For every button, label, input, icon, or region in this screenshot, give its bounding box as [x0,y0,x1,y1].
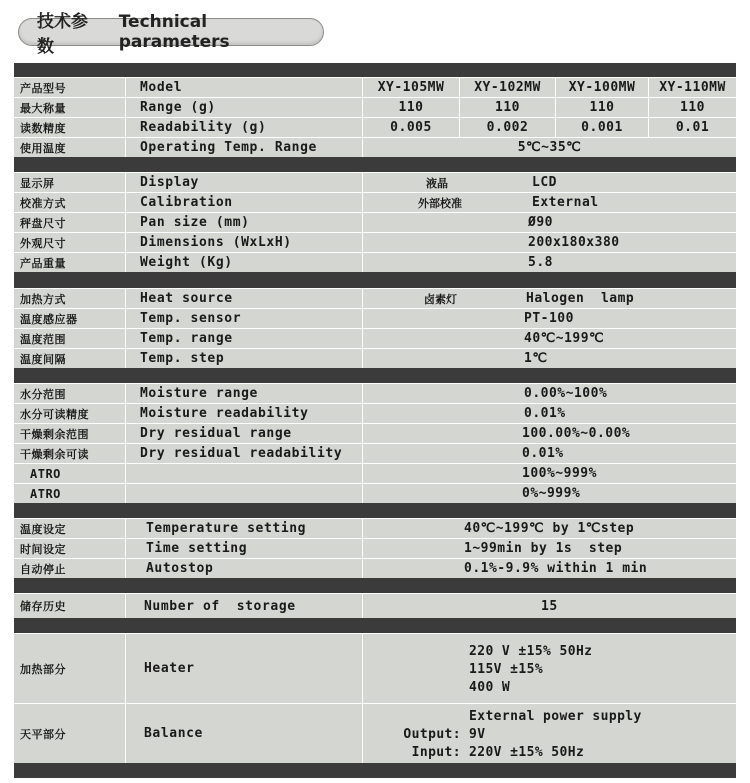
op-temp-value: 5℃~35℃ [517,140,582,155]
moisture-readability-value: 0.01% [524,406,566,421]
display-value-cn: 液晶 [426,176,448,190]
moisture-range-label-en: Moisture range [140,386,258,401]
table-row-range [14,97,736,117]
heat-source-value-cn: 卤素灯 [424,292,457,306]
temp-range-label-en: Temp. range [140,331,233,346]
table-row-autostop [14,558,736,578]
autostop-label-cn: 自动停止 [20,562,66,576]
temp-setting-label-cn: 温度设定 [20,522,66,536]
table-row-time-setting [14,538,736,558]
table-row-model [14,77,736,97]
table-row-atro [14,463,736,483]
time-setting-label-en: Time setting [146,541,248,556]
table-row-weight [14,252,736,272]
table-row-dry-readability [14,443,736,463]
divider-bar [14,763,736,778]
dry-range-value: 100.00%~0.00% [522,426,631,441]
atro-label: ATRO [30,466,61,481]
section-title [18,12,324,57]
model-name: XY-102MW [474,80,541,95]
dry-readability-label-cn: 干燥剩余可读 [20,447,89,461]
table-row-display [14,172,736,192]
readability-label-cn: 读数精度 [20,121,66,135]
heater-spec-line: 220 V ±15% 50Hz [469,643,593,659]
table-row-temp-setting [14,518,736,538]
temp-step-label-en: Temp. step [140,351,225,366]
table-row-moisture-readability [14,403,736,423]
dry-readability-value: 0.01% [522,446,564,461]
heater-spec-line: 400 W [469,679,511,695]
atro-value: 0%~999% [522,486,581,501]
pan-size-value: Ø90 [528,215,553,230]
display-value: LCD [532,175,557,190]
op-temp-label-cn: 使用温度 [20,141,66,155]
table-row-pan-size [14,212,736,232]
temp-step-value: 1℃ [524,351,548,366]
balance-label-en: Balance [144,726,203,741]
atro-value: 100%~999% [522,466,597,481]
range-value: 110 [589,100,615,115]
time-setting-value: 1~99min by 1s step [464,541,623,556]
table-row-temp-sensor [14,308,736,328]
divider-bar [14,368,736,383]
model-name: XY-105MW [377,80,445,95]
temp-setting-value: 40℃~199℃ by 1℃step [464,521,635,536]
balance-label-cn: 天平部分 [20,727,66,741]
moisture-readability-label-en: Moisture readability [140,406,309,421]
range-value: 110 [680,100,705,115]
model-name: XY-100MW [568,80,636,95]
heater-label-cn: 加热部分 [20,662,66,676]
calibration-label-cn: 校准方式 [20,196,66,210]
range-label-en: Range (g) [140,100,216,115]
range-value: 110 [495,100,520,115]
table-row-heat-source [14,288,736,308]
autostop-value: 0.1%-9.9% within 1 min [464,561,648,576]
moisture-range-value: 0.00%~100% [524,386,608,401]
heater-specs [469,634,592,704]
readability-value: 0.002 [486,120,529,135]
dimensions-label-cn: 外观尺寸 [20,236,66,250]
table-row-heater [14,633,736,703]
temp-setting-label-en: Temperature setting [146,521,307,536]
weight-value: 5.8 [528,255,553,270]
heater-spec-line: 115V ±15% [469,661,544,677]
divider-bar [14,63,736,77]
weight-label-cn: 产品重量 [20,256,66,270]
dry-readability-label-en: Dry residual readability [140,446,343,461]
readability-label-en: Readability (g) [140,120,267,135]
time-setting-label-cn: 时间设定 [20,542,66,556]
dry-range-label-cn: 干燥剩余范围 [20,427,89,441]
output-label: Output: [403,726,461,742]
balance-power-supply: External power supply [469,708,642,724]
divider-bar [14,157,736,172]
readability-value: 0.001 [581,120,623,135]
dry-range-label-en: Dry residual range [140,426,292,441]
display-label-cn: 显示屏 [20,176,55,190]
autostop-label-en: Autostop [146,561,214,576]
model-label-cn: 产品型号 [20,81,66,95]
temp-range-label-cn: 温度范围 [20,332,66,346]
heat-source-label-cn: 加热方式 [20,292,66,306]
dimensions-label-en: Dimensions (WxLxH) [140,235,292,250]
divider-bar [14,618,736,633]
pan-size-label-en: Pan size (mm) [140,215,250,230]
range-label-cn: 最大称量 [20,101,66,115]
table-row-moisture-range [14,383,736,403]
heater-label-en: Heater [144,661,195,676]
calibration-label-en: Calibration [140,195,233,210]
calibration-value-cn: 外部校准 [418,196,462,210]
input-label: Input: [411,744,461,760]
table-row-temp-range [14,328,736,348]
storage-value: 15 [541,598,558,614]
table-row-dimensions [14,232,736,252]
table-row-dry-range [14,423,736,443]
balance-specs [399,704,642,764]
title-cn: 技术参数 [37,12,88,57]
output-value: 9V [469,726,486,742]
pan-size-label-cn: 秤盘尺寸 [20,216,66,230]
atro-label: ATRO [30,486,61,501]
input-value: 220V ±15% 50Hz [469,744,585,760]
model-label-en: Model [140,80,183,95]
temp-sensor-label-cn: 温度感应器 [20,312,78,326]
display-label-en: Display [140,175,199,190]
table-row-calibration [14,192,736,212]
title-en: Technical parameters [118,12,230,52]
table-row-readability [14,117,736,137]
readability-value: 0.005 [390,120,432,135]
table-row-op-temp [14,137,736,157]
temp-step-label-cn: 温度间隔 [20,352,66,366]
temp-sensor-label-en: Temp. sensor [140,311,242,326]
divider-bar [14,503,736,518]
divider-bar [14,272,736,288]
moisture-readability-label-cn: 水分可读精度 [20,407,89,421]
heat-source-label-en: Heat source [140,291,233,306]
moisture-range-label-cn: 水分范围 [20,387,66,401]
model-name: XY-110MW [659,80,726,95]
calibration-value: External [532,195,599,210]
table-row-balance [14,703,736,763]
divider-bar [14,578,736,593]
readability-value: 0.01 [675,120,710,135]
table-row-temp-step [14,348,736,368]
dimensions-value: 200x180x380 [528,235,620,250]
table-row-storage [14,593,736,618]
range-value: 110 [398,100,424,115]
heat-source-value: Halogen lamp [526,291,635,306]
temp-sensor-value: PT-100 [524,311,574,326]
table-row-atro [14,483,736,503]
temp-range-value: 40℃~199℃ [524,331,605,346]
storage-label-cn: 储存历史 [20,600,66,613]
weight-label-en: Weight (Kg) [140,255,233,270]
op-temp-label-en: Operating Temp. Range [140,140,317,155]
storage-label-en: Number of storage [144,598,296,614]
spec-table [14,63,736,778]
